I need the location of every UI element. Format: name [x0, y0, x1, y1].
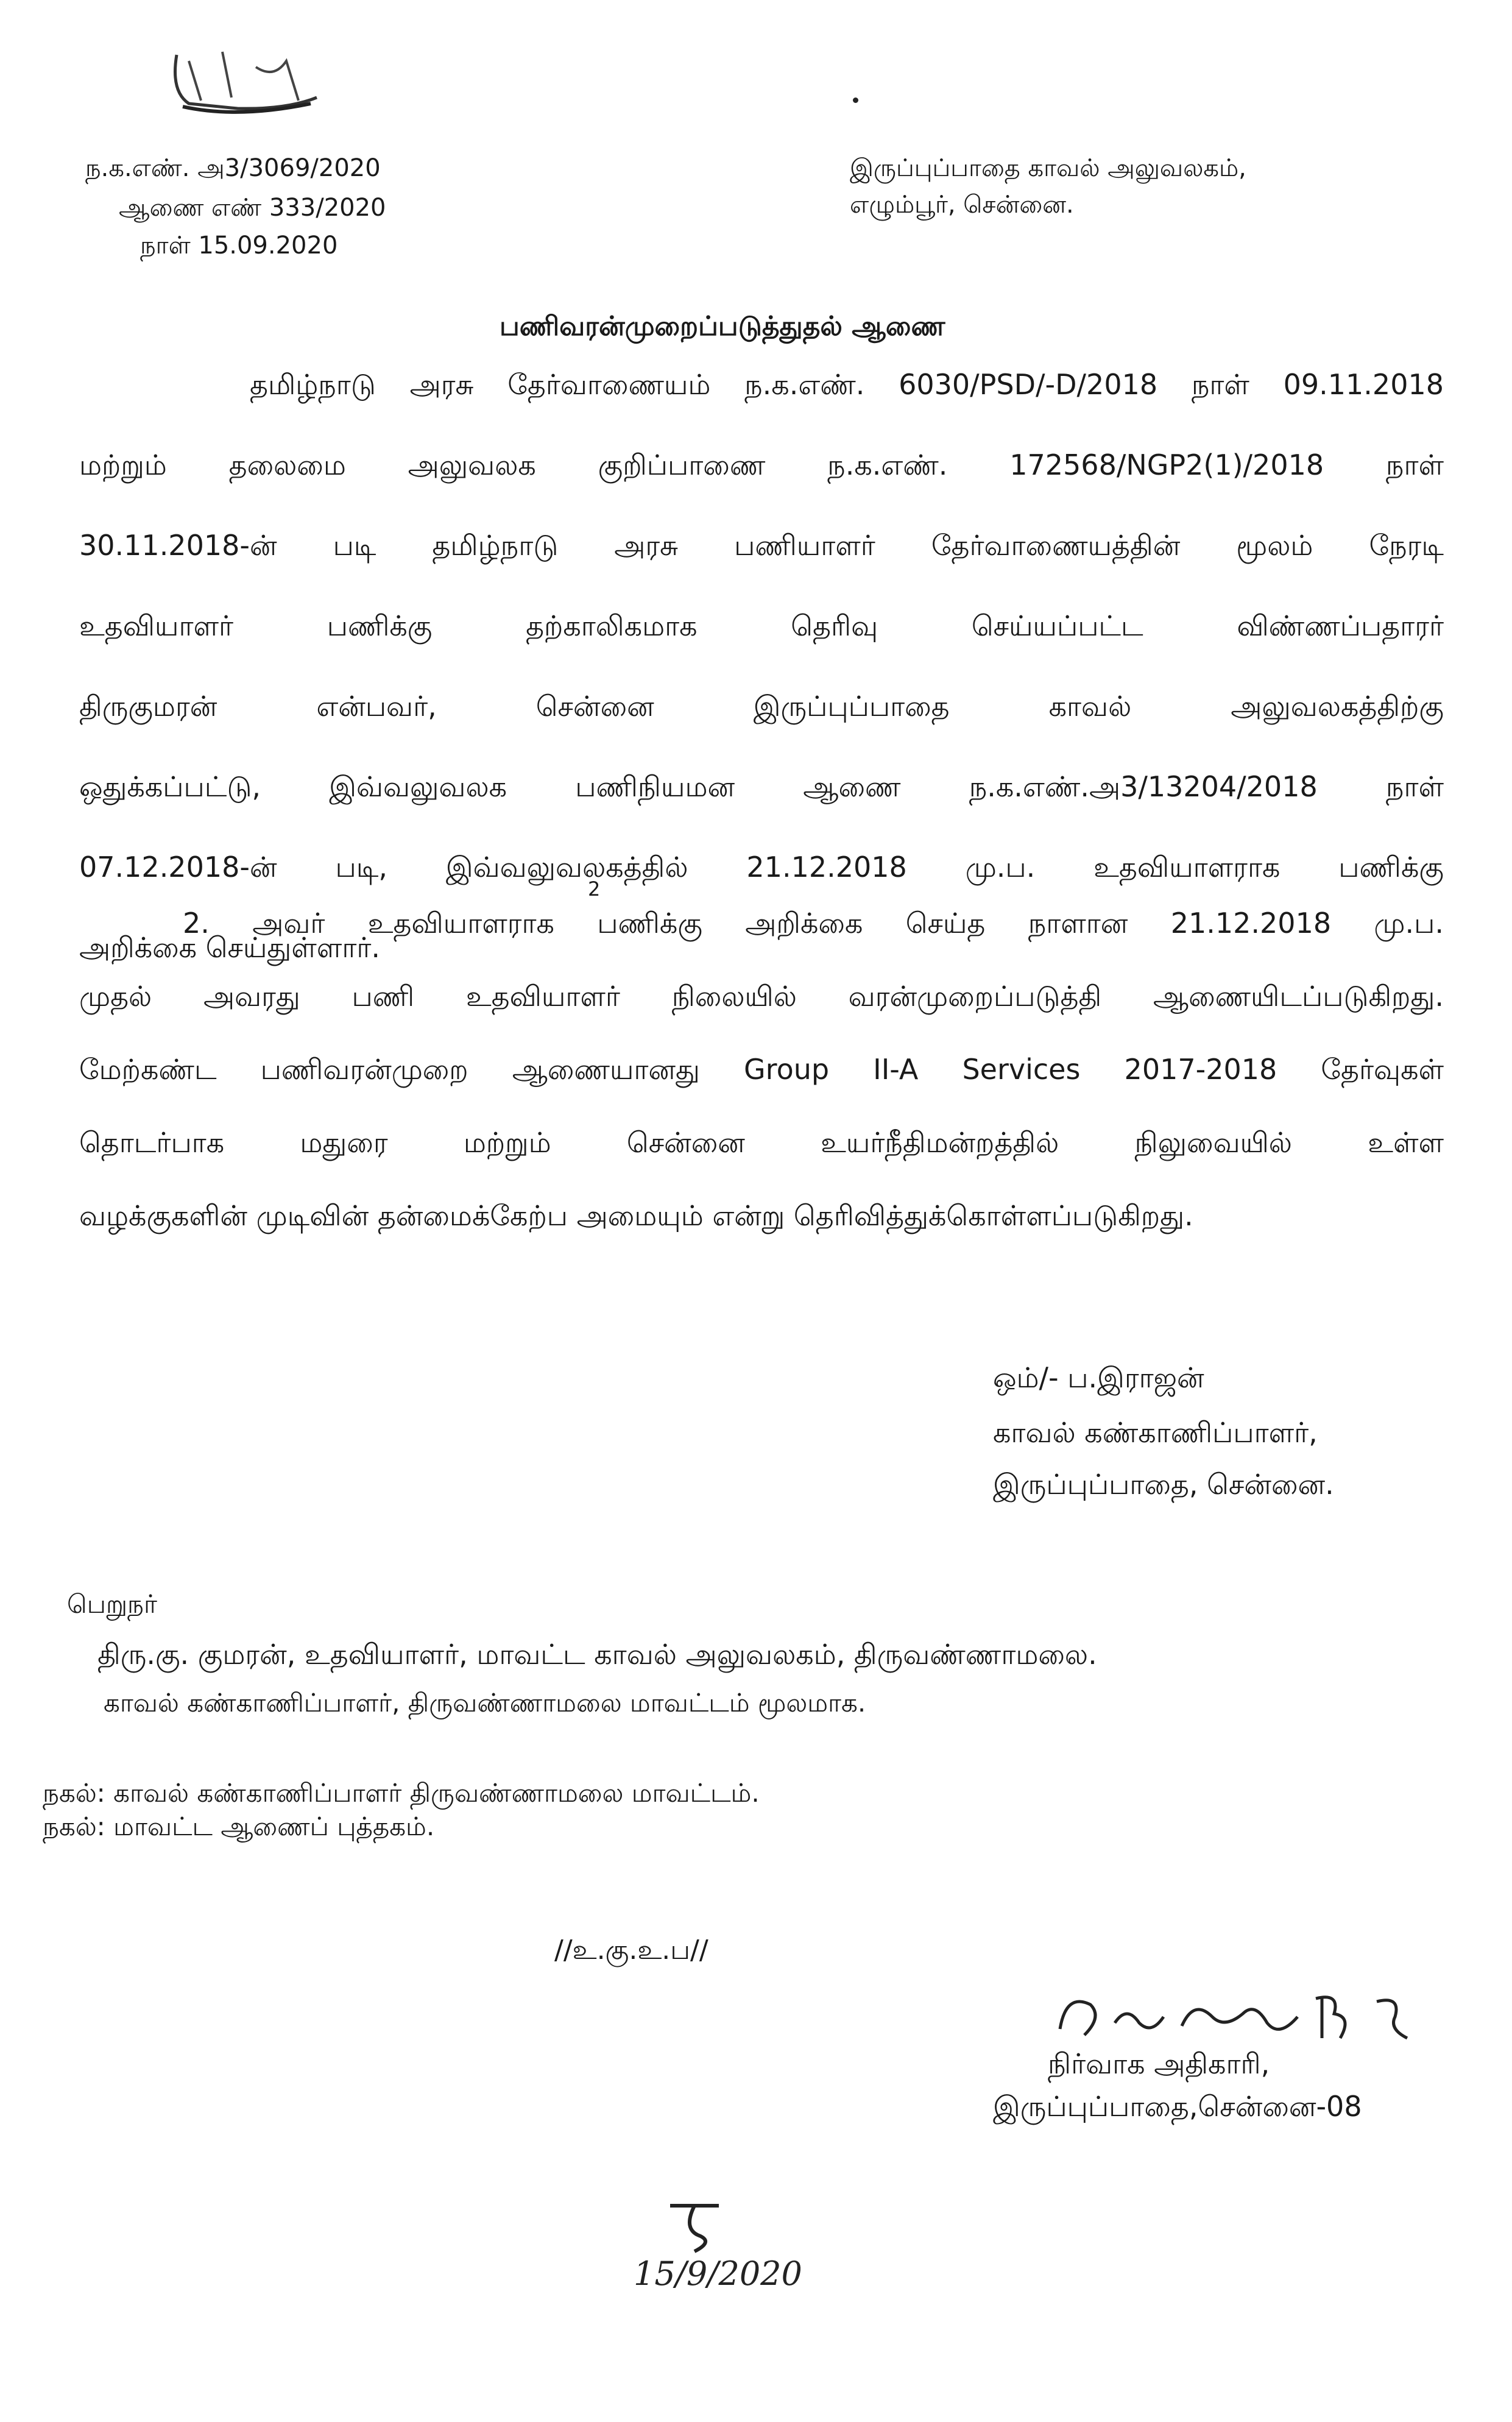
document-title: பணிவரன்முறைப்படுத்துதல் ஆணை [500, 311, 945, 342]
reference-number: ந.க.எண். அ3/3069/2020 [85, 154, 381, 182]
recipient-line: காவல் கண்காணிப்பாளர், திருவண்ணாமலை மாவட்டம் மூலமாக. [104, 1688, 866, 1718]
paragraph-1-line: மற்றும் தலைமை அலுவலக குறிப்பாணை ந.க.எண். 172568/NGP2(1)/2018 நாள் [79, 448, 1444, 481]
paragraph-1-line: ஒதுக்கப்பட்டு, இவ்வலுவலக பணிநியமன ஆணை ந.க.எண்.அ3/13204/2018 நாள் [79, 770, 1444, 803]
paragraph-2-line: மேற்கண்ட பணிவரன்முறை ஆணையானது Group II-A Services 2017-2018 தேர்வுகள் [79, 1053, 1444, 1086]
paragraph-1-line: அறிக்கை செய்துள்ளார். [79, 931, 381, 964]
signatory-designation: காவல் கண்காணிப்பாளர், [993, 1416, 1318, 1449]
paragraph-2-line: தொடர்பாக மதுரை மற்றும் சென்னை உயர்நீதிமன்றத்தில் நிலுவையில் உள்ள [79, 1126, 1444, 1159]
order-date: நாள் 15.09.2020 [140, 232, 338, 260]
section-marker: 2 [588, 877, 601, 901]
copy-line: நகல்: மாவட்ட ஆணைப் புத்தகம். [43, 1811, 435, 1841]
attestation-designation: நிர்வாக அதிகாரி, [1048, 2047, 1270, 2080]
paragraph-1-line: 30.11.2018-ன் படி தமிழ்நாடு அரசு பணியாளர் தேர்வாணையத்தின் மூலம் நேரடி [79, 529, 1444, 562]
office-name: இருப்புப்பாதை காவல் அலுவலகம், [850, 154, 1246, 182]
office-location: எழும்பூர், சென்னை. [850, 191, 1074, 219]
attestation-office: இருப்புப்பாதை,சென்னை-08 [993, 2090, 1362, 2123]
true-copy-mark: //உ.கு.உ.ப// [554, 1935, 708, 1966]
dot-mark [853, 97, 858, 103]
signatory-name: ஒம்/- ப.இராஜன் [993, 1361, 1204, 1394]
paragraph-1-line: திருகுமரன் என்பவர், சென்னை இருப்புப்பாதை காவல் அலுவலகத்திற்கு [79, 690, 1444, 723]
stamp-mark-icon [164, 43, 329, 122]
paragraph-2-line: வழக்குகளின் முடிவின் தன்மைக்கேற்ப அமையும் என்று தெரிவித்துக்கொள்ளப்படுகிறது. [79, 1199, 1193, 1232]
paragraph-2-line: 2. அவர் உதவியாளராக பணிக்கு அறிக்கை செய்த நாளான 21.12.2018 மு.ப. [183, 907, 1444, 940]
initials-mark-icon [658, 2194, 731, 2254]
order-number: ஆணை எண் 333/2020 [119, 194, 386, 222]
paragraph-1-line: தமிழ்நாடு அரசு தேர்வாணையம் ந.க.எண். 6030/PSD/-D/2018 நாள் 09.11.2018 [250, 368, 1444, 401]
handwritten-signature-icon [1048, 1980, 1438, 2053]
paragraph-2-line: முதல் அவரது பணி உதவியாளர் நிலையில் வரன்முறைப்படுத்தி ஆணையிடப்படுகிறது. [79, 980, 1444, 1013]
to-label: பெறுநர் [67, 1589, 157, 1619]
initial-date: 15/9/2020 [634, 2254, 802, 2293]
recipient-line: திரு.கு. குமரன், உதவியாளர், மாவட்ட காவல் அலுவலகம், திருவண்ணாமலை. [97, 1638, 1097, 1671]
signatory-office: இருப்புப்பாதை, சென்னை. [993, 1468, 1334, 1501]
paragraph-2 [79, 887, 1444, 1252]
copy-line: நகல்: காவல் கண்காணிப்பாளர் திருவண்ணாமலை மாவட்டம். [43, 1778, 760, 1808]
paragraph-1-line: உதவியாளர் பணிக்கு தற்காலிகமாக தெரிவு செய்யப்பட்ட விண்ணப்பதாரர் [79, 609, 1444, 642]
paragraph-1-line: 07.12.2018-ன் படி, இவ்வலுவலகத்தில் 21.12.2018 மு.ப. உதவியாளராக பணிக்கு [79, 851, 1444, 883]
